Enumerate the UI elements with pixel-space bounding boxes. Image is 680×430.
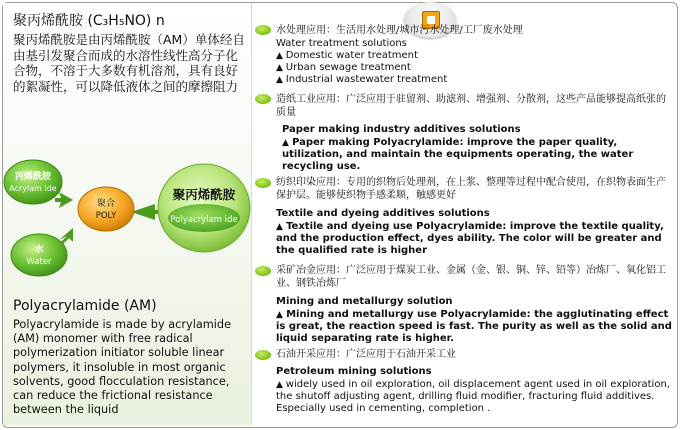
product-en-label: Polyacrylam ide [170, 215, 238, 225]
acrylamide-node [4, 160, 62, 204]
paper-en-title: Paper making industry additives solutions [282, 124, 521, 135]
en-description: Polyacrylamide is made by acrylamide (AM) monomer with free radical polymerization initiator soluble linear polymers, it insoluble in most organic solvents, good flocculation resistance, can reduce the frictional resistance between the liquid [13, 318, 232, 417]
water-zh-text: 水处理应用：生活用水处理/城市污水处理/工厂废水处理 [276, 25, 523, 36]
bullet-dot-icon [255, 94, 271, 104]
product-zh-label: 聚丙烯酰胺 [172, 187, 236, 202]
paper-item: ▲ Paper making Polyacrylamide: improve the paper quality, utilization, and maintain the equipments operating, the water recycling use. [282, 137, 674, 174]
arrow-acrylamide-to-poly [55, 192, 73, 208]
water-item-domestic: ▲ Domestic water treatment [276, 50, 674, 62]
petroleum-item: ▲ widely used in oil exploration, oil displacement agent used in oil exploration, the shutoff adjusting agent, drilling fluid modifier, fracturing fluid additives. Especially used in cementing, completion . [276, 379, 674, 416]
water-en-title: Water treatment solutions [276, 38, 407, 49]
poly-zh-label: 聚合 [96, 199, 116, 209]
petroleum-en-title: Petroleum mining solutions [276, 366, 432, 377]
textile-zh-text: 纺织印染应用：专用的织物后处理剂，在上浆、整理等过程中配合使用，在织物表面生产保护层。能够使织物手感柔顺，触感更好 [276, 177, 666, 201]
water-item-industrial: ▲ Industrial wastewater treatment [276, 74, 674, 86]
acrylamide-en-label: Acrylam ide [9, 184, 57, 193]
bullet-dot-icon [255, 178, 271, 188]
water-item-urban: ▲ Urban sewage treatment [276, 62, 674, 74]
en-title: Polyacrylamide (AM) [13, 298, 157, 314]
mining-en-title: Mining and metallurgy solution [276, 296, 453, 307]
petroleum-zh-text: 石油开采应用：广泛应用于石油开采工业 [276, 349, 456, 360]
bullet-dot-icon [255, 350, 271, 360]
textile-item: ▲ Textile and dyeing use Polyacrylamide: improve the textile quality, and the production effect, dyes ability. The color will be greater and the qualified rate is higher [276, 221, 674, 258]
mining-item: ▲ Mining and metallurgy use Polyacrylamide: the agglutinating effect is great, the reaction speed is fast. The purity as well as the solid and liquid separating rate is higher. [276, 309, 674, 346]
product-node [158, 164, 250, 252]
water-en-label: Water [26, 257, 52, 267]
bullet-dot-icon [255, 25, 271, 35]
acrylamide-zh-label: 丙烯酰胺 [14, 172, 52, 182]
water-zh-label: 水 [34, 245, 44, 255]
paper-zh-text: 造纸工业应用：广泛应用于驻留剂、助滤剂、增强剂、分散剂，这些产品能够提高纸张的质量 [276, 94, 666, 118]
water-node [11, 234, 67, 276]
textile-en-title: Textile and dyeing additives solutions [276, 208, 490, 219]
poly-node [78, 187, 134, 231]
poly-en-label: POLY [95, 211, 117, 221]
bullet-dot-icon [255, 266, 271, 276]
mining-zh-text: 采矿冶金应用：广泛应用于煤炭工业、金属（金、银、铜、锌、铅等）冶炼厂、氧化铝工业、钢铁冶炼厂 [276, 265, 666, 289]
zh-description: 聚丙烯酰胺是由丙烯酰胺（AM）单体经自由基引发聚合而成的水溶性线性高分子化合物，不溶于大多数有机溶剂，具有良好的絮凝性，可以降低液体之间的摩擦阻力 [13, 32, 245, 94]
synthesis-diagram [3, 140, 253, 280]
zh-title: 聚丙烯酰胺 (C₃H₅NO) n [13, 13, 165, 29]
